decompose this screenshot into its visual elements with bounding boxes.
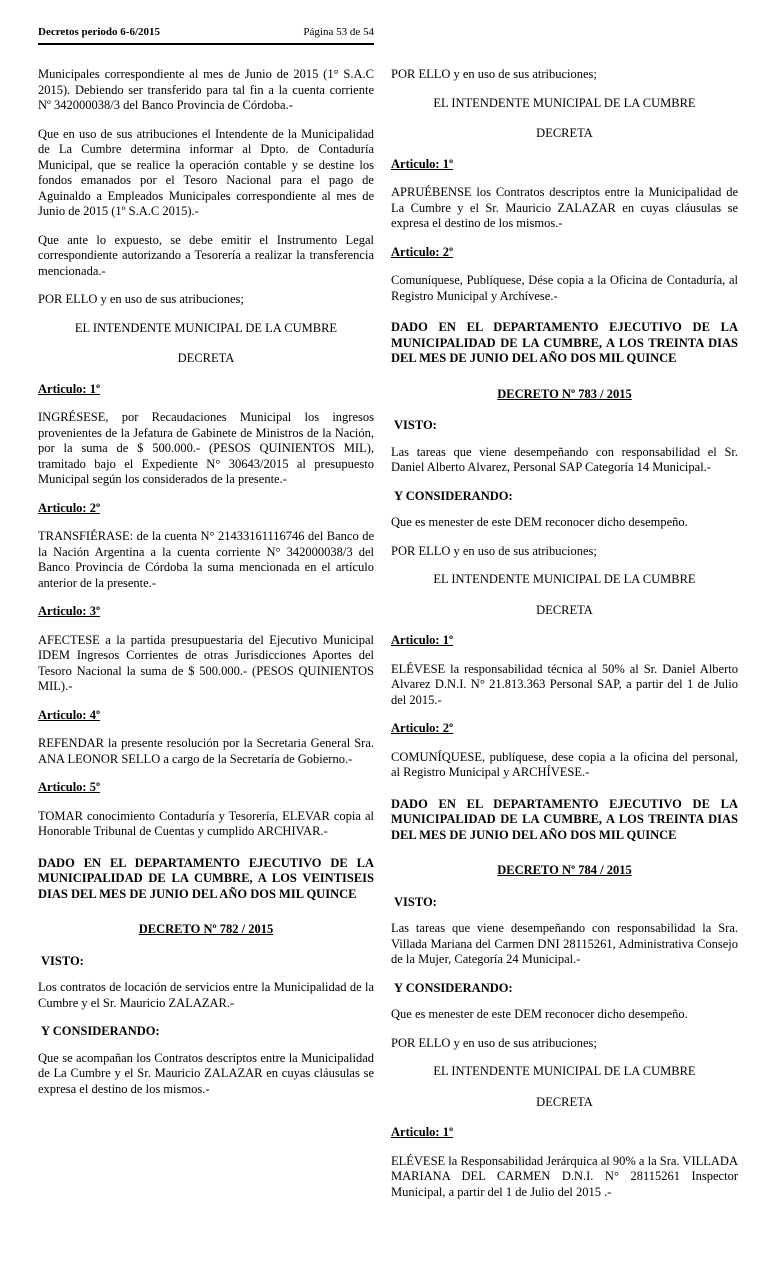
article-heading: Articulo: 1º xyxy=(391,633,454,647)
left-column xyxy=(38,67,374,1213)
paragraph: TOMAR conocimiento Contaduría y Tesorería, ELEVAR copia al Honorable Tribunal de Cuentas y cumplido ARCHIVAR.- xyxy=(38,808,374,838)
section-label: VISTO: xyxy=(394,894,437,909)
dado-statement: DADO EN EL DEPARTAMENTO EJECUTIVO DE LA MUNICIPALIDAD DE LA CUMBRE, A LOS TREINTA DIAS DEL MES DE JUNIO DEL AÑO DOS MIL QUINCE xyxy=(391,320,738,365)
centered-line: DECRETA xyxy=(536,1094,593,1109)
section-label: Y CONSIDERANDO: xyxy=(394,488,513,503)
paragraph: Municipales correspondiente al mes de Junio de 2015 (1° S.A.C 2015). Debiendo ser transferido para tal fin a la cuenta corriente Nº 342000038/3 del Banco Provincia de Córdoba.- xyxy=(38,67,374,112)
centered-line: DECRETA xyxy=(536,602,593,617)
paragraph: Que es menester de este DEM reconocer dicho desempeño. xyxy=(391,515,688,529)
paragraph: Los contratos de locación de servicios entre la Municipalidad de la Cumbre y el Sr. Mauricio ZALAZAR.- xyxy=(38,980,374,1010)
article-heading: Articulo: 2º xyxy=(38,500,101,515)
paragraph: Que se acompañan los Contratos descriptos entre la Municipalidad de La Cumbre y el Sr. Mauricio ZALAZAR en cuyas cláusulas se expresa el destino de los mismos.- xyxy=(38,1050,374,1096)
paragraph: Que en uso de sus atribuciones el Intendente de la Municipalidad de La Cumbre determina informar al Dpto. de Contaduría Municipal, que se realice la operación contable y se destine los fondos emanados por el Tesoro Nacional para el pago de Aguinaldo a Empleados Municipales correspondiente al mes de Junio de 2015 (1º S.A.C 2015).- xyxy=(38,126,374,218)
article-heading: Articulo: 2º xyxy=(391,721,454,735)
section-label: VISTO: xyxy=(41,953,84,968)
paragraph: ELÉVESE la Responsabilidad Jerárquica al 90% a la Sra. VILLADA MARIANA DEL CARMEN D.N.I. N° 28115261 Inspector Municipal, a partir del 1 de Julio del 2015 .- xyxy=(391,1153,738,1199)
two-column-body xyxy=(38,67,738,1213)
paragraph: Que ante lo expuesto, se debe emitir el Instrumento Legal correspondiente autorizando a Tesorería a realizar la transferencia mencionada.- xyxy=(38,232,374,278)
article-heading: Articulo: 1º xyxy=(391,156,454,171)
article-heading: Articulo: 5º xyxy=(38,780,101,794)
paragraph: POR ELLO y en uso de sus atribuciones; xyxy=(391,1035,597,1050)
decree-title: DECRETO Nº 783 / 2015 xyxy=(497,386,632,401)
centered-line: EL INTENDENTE MUNICIPAL DE LA CUMBRE xyxy=(74,320,338,335)
article-heading: Articulo: 4º xyxy=(38,707,101,722)
paragraph: TRANSFIÉRASE: de la cuenta N° 21433161116746 del Banco de la Nación Argentina a la cuenta corriente N° 342000038/3 del Banco Provincia de Córdoba la suma mencionada en el artículo anterior de la presente.- xyxy=(38,529,374,590)
section-label: Y CONSIDERANDO: xyxy=(41,1024,160,1038)
paragraph: COMUNÍQUESE, publíquese, dese copia a la oficina del personal, al Registro Municipal y ARCHÍVESE.- xyxy=(391,749,738,779)
centered-line: DECRETA xyxy=(536,126,593,140)
right-column xyxy=(391,67,738,1213)
paragraph: POR ELLO y en uso de sus atribuciones; xyxy=(391,543,597,558)
paragraph: APRUÉBENSE los Contratos descriptos entre la Municipalidad de La Cumbre y el Sr. Mauricio ZALAZAR en cuyas cláusulas se expresa el destino de los mismos.- xyxy=(391,185,738,230)
decree-title: DECRETO Nº 782 / 2015 xyxy=(138,922,274,936)
document-header xyxy=(38,26,374,45)
article-heading: Articulo: 2º xyxy=(391,244,454,259)
section-label: VISTO: xyxy=(394,418,437,432)
paragraph: Comuníquese, Publíquese, Dése copia a la Oficina de Contaduría, al Registro Municipal y Archívese.- xyxy=(391,273,738,303)
paragraph: POR ELLO y en uso de sus atribuciones; xyxy=(38,292,244,306)
paragraph: AFECTESE a la partida presupuestaria del Ejecutivo Municipal IDEM Ingresos Corrientes de otras Jurisdicciones Aportes del Tesoro Nacional la suma de $ 500.000.- (PESOS QUINIENTOS MIL).- xyxy=(38,632,374,693)
page-number: Página 53 de 54 xyxy=(303,26,374,38)
paragraph: ELÉVESE la responsabilidad técnica al 50% al Sr. Daniel Alberto Alvarez D.N.I. N° 21.813.363 Personal SAP, a partir del 1 de Julio del 2015.- xyxy=(391,661,738,707)
document-header-title: Decretos periodo 6-6/2015 xyxy=(38,26,160,38)
paragraph: REFENDAR la presente resolución por la Secretaria General Sra. ANA LEONOR SELLO a cargo de la Secretaría de Gobierno.- xyxy=(38,736,374,766)
centered-line: EL INTENDENTE MUNICIPAL DE LA CUMBRE xyxy=(433,95,696,110)
decree-title: DECRETO Nº 784 / 2015 xyxy=(497,863,632,877)
paragraph: Las tareas que viene desempeñando con responsabilidad la Sra. Villada Mariana del Carmen DNI 28115261, Administrativa Consejo de la Mujer, Categoría 24 Municipal.- xyxy=(391,921,738,966)
paragraph: Que es menester de este DEM reconocer dicho desempeño. xyxy=(391,1007,688,1021)
article-heading: Articulo: 3º xyxy=(38,604,101,618)
paragraph: POR ELLO y en uso de sus atribuciones; xyxy=(391,67,597,81)
centered-line: EL INTENDENTE MUNICIPAL DE LA CUMBRE xyxy=(433,1064,696,1078)
dado-statement: DADO EN EL DEPARTAMENTO EJECUTIVO DE LA MUNICIPALIDAD DE LA CUMBRE, A LOS TREINTA DIAS DEL MES DE JUNIO DEL AÑO DOS MIL QUINCE xyxy=(391,796,738,842)
article-heading: Articulo: 1º xyxy=(38,381,101,396)
paragraph: Las tareas que viene desempeñando con responsabilidad el Sr. Daniel Alberto Alvarez, Personal SAP Categoría 14 Municipal.- xyxy=(391,444,738,474)
centered-line: EL INTENDENTE MUNICIPAL DE LA CUMBRE xyxy=(433,572,696,586)
article-heading: Articulo: 1º xyxy=(391,1125,454,1139)
paragraph: INGRÉSESE, por Recaudaciones Municipal los ingresos provenientes de la Jefatura de Gabinete de Ministros de la Nación, por la suma de $ 500.000.- (PESOS QUINIENTOS MIL), tramitado bajo el Expediente N° 30643/2015 al presupuesto Municipal según los considerados de la presente.- xyxy=(38,410,374,486)
dado-statement: DADO EN EL DEPARTAMENTO EJECUTIVO DE LA MUNICIPALIDAD DE LA CUMBRE, A LOS VEINTISEIS DIAS DEL MES DE JUNIO DEL AÑO DOS MIL QUINCE xyxy=(38,855,374,901)
section-label: Y CONSIDERANDO: xyxy=(394,980,513,995)
centered-line: DECRETA xyxy=(177,351,235,365)
